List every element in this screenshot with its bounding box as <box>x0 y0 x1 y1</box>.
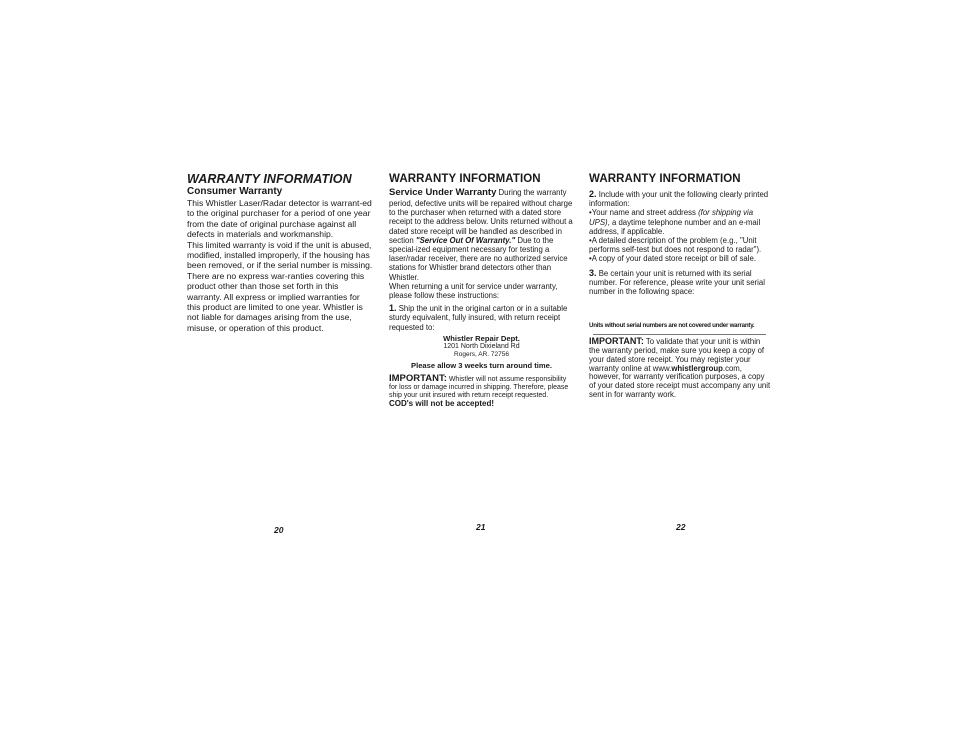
address-street: 1201 North Dixieland Rd <box>443 343 520 351</box>
important-label: IMPORTANT: <box>389 372 447 384</box>
page-21-heading: WARRANTY INFORMATION <box>389 173 541 185</box>
para1-text-a: During the warranty period, defective units will be repaired without charge to the purchaser when returned with a dated store receipt to the address below. Units returned without a dated store receipt will be handled as described in section <box>389 188 573 245</box>
step-2-number: 2. <box>589 189 597 199</box>
step-3 <box>589 269 772 297</box>
consumer-warranty-para2: This limited warranty is void if the unit is abused, modified, installed improperly, if the housing has been removed, or if the serial number is missing. There are no express war-ranties covering this product other than those set forth in this warranty. All express or implied warranties for this product are limited to one year. Whistler is not liable for damages arising from the use, misuse, or operation of this product. <box>187 239 373 333</box>
service-under-warranty-para1 <box>389 187 574 282</box>
service-out-of-warranty-ref: "Service Out Of Warranty." <box>415 235 516 245</box>
cod-warning: COD's will not be accepted! <box>389 399 495 409</box>
step-1 <box>389 304 574 332</box>
page-number-22: 22 <box>676 522 686 532</box>
important-shipping-note <box>389 372 574 410</box>
bullet-problem-description: •A detailed description of the problem (e.g., "Unit performs self-test but does not respond to radar"). <box>589 236 762 255</box>
step-2 <box>589 190 772 208</box>
page-number-20: 20 <box>274 525 284 535</box>
serial-number-blank-line <box>593 334 766 335</box>
step-1-number: 1. <box>389 303 397 314</box>
consumer-warranty-para1: This Whistler Laser/Radar detector is warrant-ed to the original purchaser for a period of one year from the date of original purchase against all defects in materials and workmanship. <box>187 198 372 240</box>
turnaround-note: Please allow 3 weeks turn around time. <box>411 361 552 371</box>
step-1-text: Ship the unit in the original carton or in a suitable sturdy equivalent, fully insured, with return receipt requested to: <box>389 304 568 332</box>
page-20 <box>187 173 373 333</box>
page-22 <box>589 173 772 399</box>
page-number-21: 21 <box>476 522 486 532</box>
bullet1-text-b: (for shipping via UPS) <box>589 208 754 227</box>
bullet1-text-c: , a daytime telephone number and an e-mail address, if applicable. <box>589 217 761 236</box>
step-3-number: 3. <box>589 267 597 278</box>
whistlergroup-brand: whistlergroup <box>671 363 723 373</box>
step-3-text: Be certain your unit is returned with its serial number. For reference, please write your unit serial number in the following space: <box>589 268 765 297</box>
consumer-warranty-subheading: Consumer Warranty <box>187 186 283 197</box>
page-22-heading: WARRANTY INFORMATION <box>589 173 741 185</box>
page-20-heading: WARRANTY INFORMATION <box>187 172 352 186</box>
bullet-name-address <box>589 208 772 236</box>
bullet1-text-a: •Your name and street address <box>589 208 696 218</box>
important-text-b: .com, however, for warranty verification purposes, a copy of your dated store receipt must accompany any unit sent in for warranty work. <box>589 363 771 399</box>
service-under-warranty-para2: When returning a unit for service under warranty, please follow these instructions: <box>389 281 558 301</box>
para1-text-c: Due to the special-ized equipment necessary for testing a laser/radar receiver, there are no authorized service stations for Whistler brand detectors other than Whistler. <box>389 235 568 282</box>
step-2-text: Include with your unit the following clearly printed information: <box>589 190 769 209</box>
address-name: Whistler Repair Dept. <box>443 333 520 343</box>
page-21 <box>389 173 574 409</box>
address-city: Rogers, AR. 72756 <box>454 351 509 359</box>
important-label-22: IMPORTANT: <box>589 336 644 347</box>
service-under-warranty-subheading: Service Under Warranty <box>389 187 497 198</box>
serial-number-note: Units without serial numbers are not covered under warranty. <box>589 322 755 330</box>
bullet-store-receipt: •A copy of your dated store receipt or bill of sale. <box>589 254 756 264</box>
important-validation-note <box>589 337 772 399</box>
important-text-a: To validate that your unit is within the warranty period, make sure you keep a copy of your dated store receipt. You may register your warranty online at www. <box>589 337 765 373</box>
important-text: Whistler will not assume responsibility for loss or damage incurred in shipping. Therefore, please ship your unit insured with return receipt requested. <box>389 375 569 400</box>
